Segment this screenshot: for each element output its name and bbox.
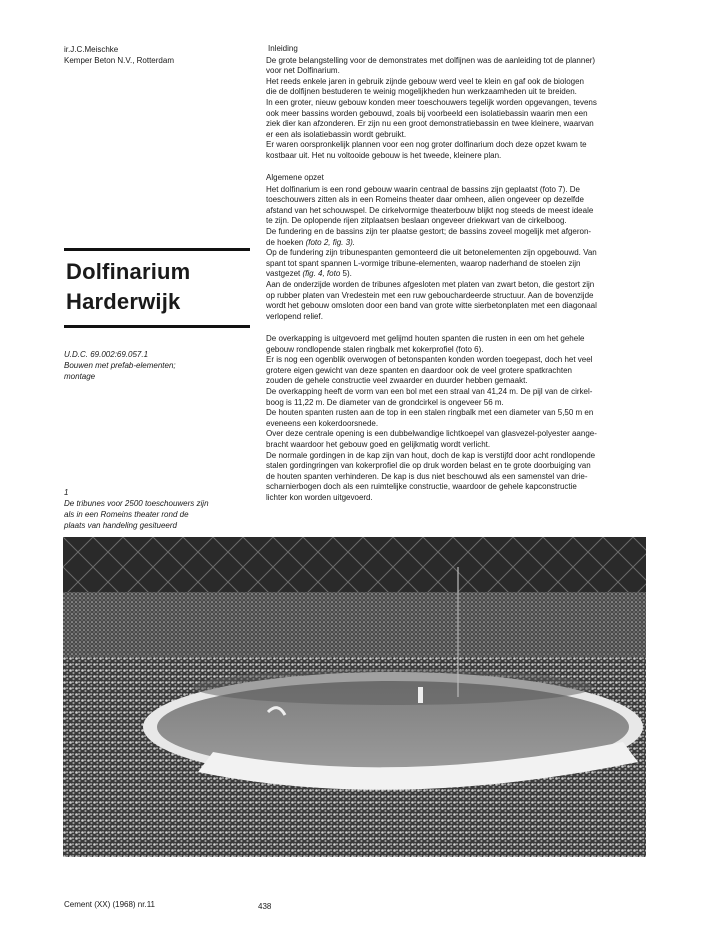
text-line: op rubber platen van Vredestein met een ruw gebouchardeerde structuur. Aan de bovenzijde	[266, 290, 594, 300]
text-line: De fundering en de bassins zijn ter plaatse gestort; de bassins zoveel mogelijk met afgeron-	[266, 226, 592, 236]
page-title	[64, 251, 250, 325]
heading-algemene-opzet: Algemene opzet	[266, 173, 324, 182]
text-line: scharnierbogen doch als een ruimtelijke constructie, waardoor de gehele kapconstructie	[266, 482, 577, 492]
title-block	[64, 248, 250, 328]
text-line: stalen gordingringen van kokerprofiel die op druk worden belast en te grote doorbuiging van	[266, 461, 591, 471]
text-line: De normale gordingen in de kap zijn van hout, doch de kap is verstijfd door acht rondlopende	[266, 450, 596, 460]
text-line: Er waren oorspronkelijk plannen voor een nog groter dolfinarium doch deze opzet kwam te	[266, 140, 587, 150]
opzet-line-ref	[266, 238, 650, 249]
text-line: Over deze centrale opening is een dubbelwandige lichtkoepel van glasvezel-polyester aange-	[266, 429, 597, 439]
ref2-em: (fig. 4, foto	[302, 269, 341, 279]
opzet-body-1	[266, 185, 650, 238]
text-line: De houten spanten rusten aan de top in een stalen ringbalk met een diameter van 5,50 m en	[266, 408, 594, 418]
footer-journal: Cement (XX) (1968) nr.11	[64, 900, 156, 909]
text-line: ook meer bassins worden gebouwd, zoals bij voorbeeld een isolatiebassin waarin men een	[266, 108, 588, 118]
section-overkapping	[266, 334, 650, 504]
title-line-1: Dolfinarium	[66, 259, 191, 284]
text-line: Aan de onderzijde worden de tribunes afgesloten met platen van zwart beton, die gestort zijn	[266, 279, 595, 289]
page-number: 438	[258, 902, 272, 911]
text-line: Er is nog een ogenblik overwogen of betonspanten konden worden toegepast, doch het veel	[266, 355, 593, 365]
text-line: kostbaar uit. Het nu voltooide gebouw is het tweede, kleinere plan.	[266, 150, 502, 160]
caption-line-2: als in een Romeins theater rond de	[64, 510, 189, 519]
section-algemene-opzet	[266, 173, 650, 322]
text-line: zouden de gehele constructie veel zwaarder en duurder hebben gemaakt.	[266, 376, 528, 386]
text-line: gebouw rondlopende stalen ringbalk met kokerprofiel (foto 6).	[266, 344, 484, 354]
caption-number: 1	[64, 488, 69, 497]
author-name: ir.J.C.Meischke	[64, 45, 119, 54]
ref2-text: vastgezet	[266, 269, 303, 279]
photo-caption	[64, 487, 239, 531]
text-line: wordt het gebouw omsloten door een band van grote witte sierbetonplaten met een diagonaal	[266, 301, 597, 311]
title-rule-bottom	[64, 325, 250, 328]
udc-block	[64, 349, 176, 382]
text-line: voor net Dolfinarium.	[266, 66, 340, 76]
text-line: bracht waardoor het gebouw goed en gelijkmatig wordt verlicht.	[266, 439, 491, 449]
ref-em: (foto 2, fig. 3).	[305, 237, 355, 247]
opzet-body-2	[266, 248, 650, 269]
text-line: Het reeds enkele jaren in gebruik zijnde gebouw werd veel te klein en gaf ook de biologen	[266, 76, 584, 86]
text-line: eveneens een kokerdoorsnede.	[266, 418, 379, 428]
text-line: De overkapping is uitgevoerd met gelijmd houten spanten die rusten in een om het gehele	[266, 334, 585, 343]
overkapping-body	[266, 334, 650, 504]
text-line: verlopend relief.	[266, 311, 323, 321]
text-line: de houten spanten verhinderen. De kap is dus niet beschouwd als een samenstel van drie-	[266, 471, 588, 481]
photo-image	[63, 537, 646, 857]
text-line: er een als isolatiebassin wordt gebruikt.	[266, 129, 407, 139]
text-line: afstand van het schouwspel. De cirkelvormige theaterbouw blijkt nog steeds de meest ideale	[266, 205, 594, 215]
text-line: boog is 11,22 m. De diameter van de grondcirkel is ongeveer 56 m.	[266, 397, 504, 407]
text-line: grotere eigen gewicht van deze spanten en daardoor ook de veel grotere spatkrachten	[266, 365, 572, 375]
inleiding-body	[266, 56, 650, 162]
ref2-tail: 5).	[340, 269, 352, 279]
text-line: Het dolfinarium is een rond gebouw waarin centraal de bassins zijn geplaatst (foto 7). De	[266, 184, 580, 194]
udc-line-2: montage	[64, 372, 96, 381]
text-line: In een groter, nieuw gebouw konden meer toeschouwers tegelijk worden opgevangen, tevens	[266, 97, 597, 107]
text-line: spant tot spant spannen L-vormige tribune-elementen, waarop naderhand de stoelen zijn	[266, 258, 581, 268]
text-line: lichter kon worden uitgevoerd.	[266, 492, 373, 502]
caption-line-1: De tribunes voor 2500 toeschouwers zijn	[64, 499, 209, 508]
text-line: toeschouwers zitten als in een Romeins theater daar omheen, alien ongeveer op dezelfde	[266, 195, 584, 205]
text-line: ziek dier kan afzonderen. Er zijn nu een groot demonstratiebassin en twee kleinere, waarvan	[266, 119, 594, 129]
opzet-body-3	[266, 280, 650, 322]
heading-inleiding: Inleiding	[268, 44, 298, 53]
opzet-line-ref2	[266, 269, 650, 280]
text-line: te zijn. De oplopende rijen zitplaatsen beslaan ongeveer driekwart van de cirkelboog.	[266, 216, 567, 226]
udc-code: U.D.C. 69.002:69.057.1	[64, 350, 149, 359]
text-line: die de dolfijnen bestuderen te weinig mogelijkheden hun werkzaamheden uit te breiden.	[266, 87, 577, 97]
author-block	[64, 44, 174, 66]
text-line: De grote belangstelling voor de demonstrates met dolfijnen was de aanleiding tot de planner)	[266, 55, 596, 65]
text-line: Op de fundering zijn tribunespanten gemonteerd die uit betonelementen zijn opgebouwd. Van	[266, 248, 597, 258]
ref-text: de hoeken	[266, 237, 306, 247]
udc-line-1: Bouwen met prefab-elementen;	[64, 361, 176, 370]
text-line: De overkapping heeft de vorm van een bol met een straal van 41,24 m. De pijl van de cirkel-	[266, 386, 593, 396]
dolfinarium-photo	[63, 537, 646, 857]
title-line-2: Harderwijk	[66, 289, 181, 314]
caption-line-3: plaats van handeling gesitueerd	[64, 521, 177, 530]
section-inleiding	[266, 44, 650, 162]
author-company: Kemper Beton N.V., Rotterdam	[64, 56, 174, 65]
